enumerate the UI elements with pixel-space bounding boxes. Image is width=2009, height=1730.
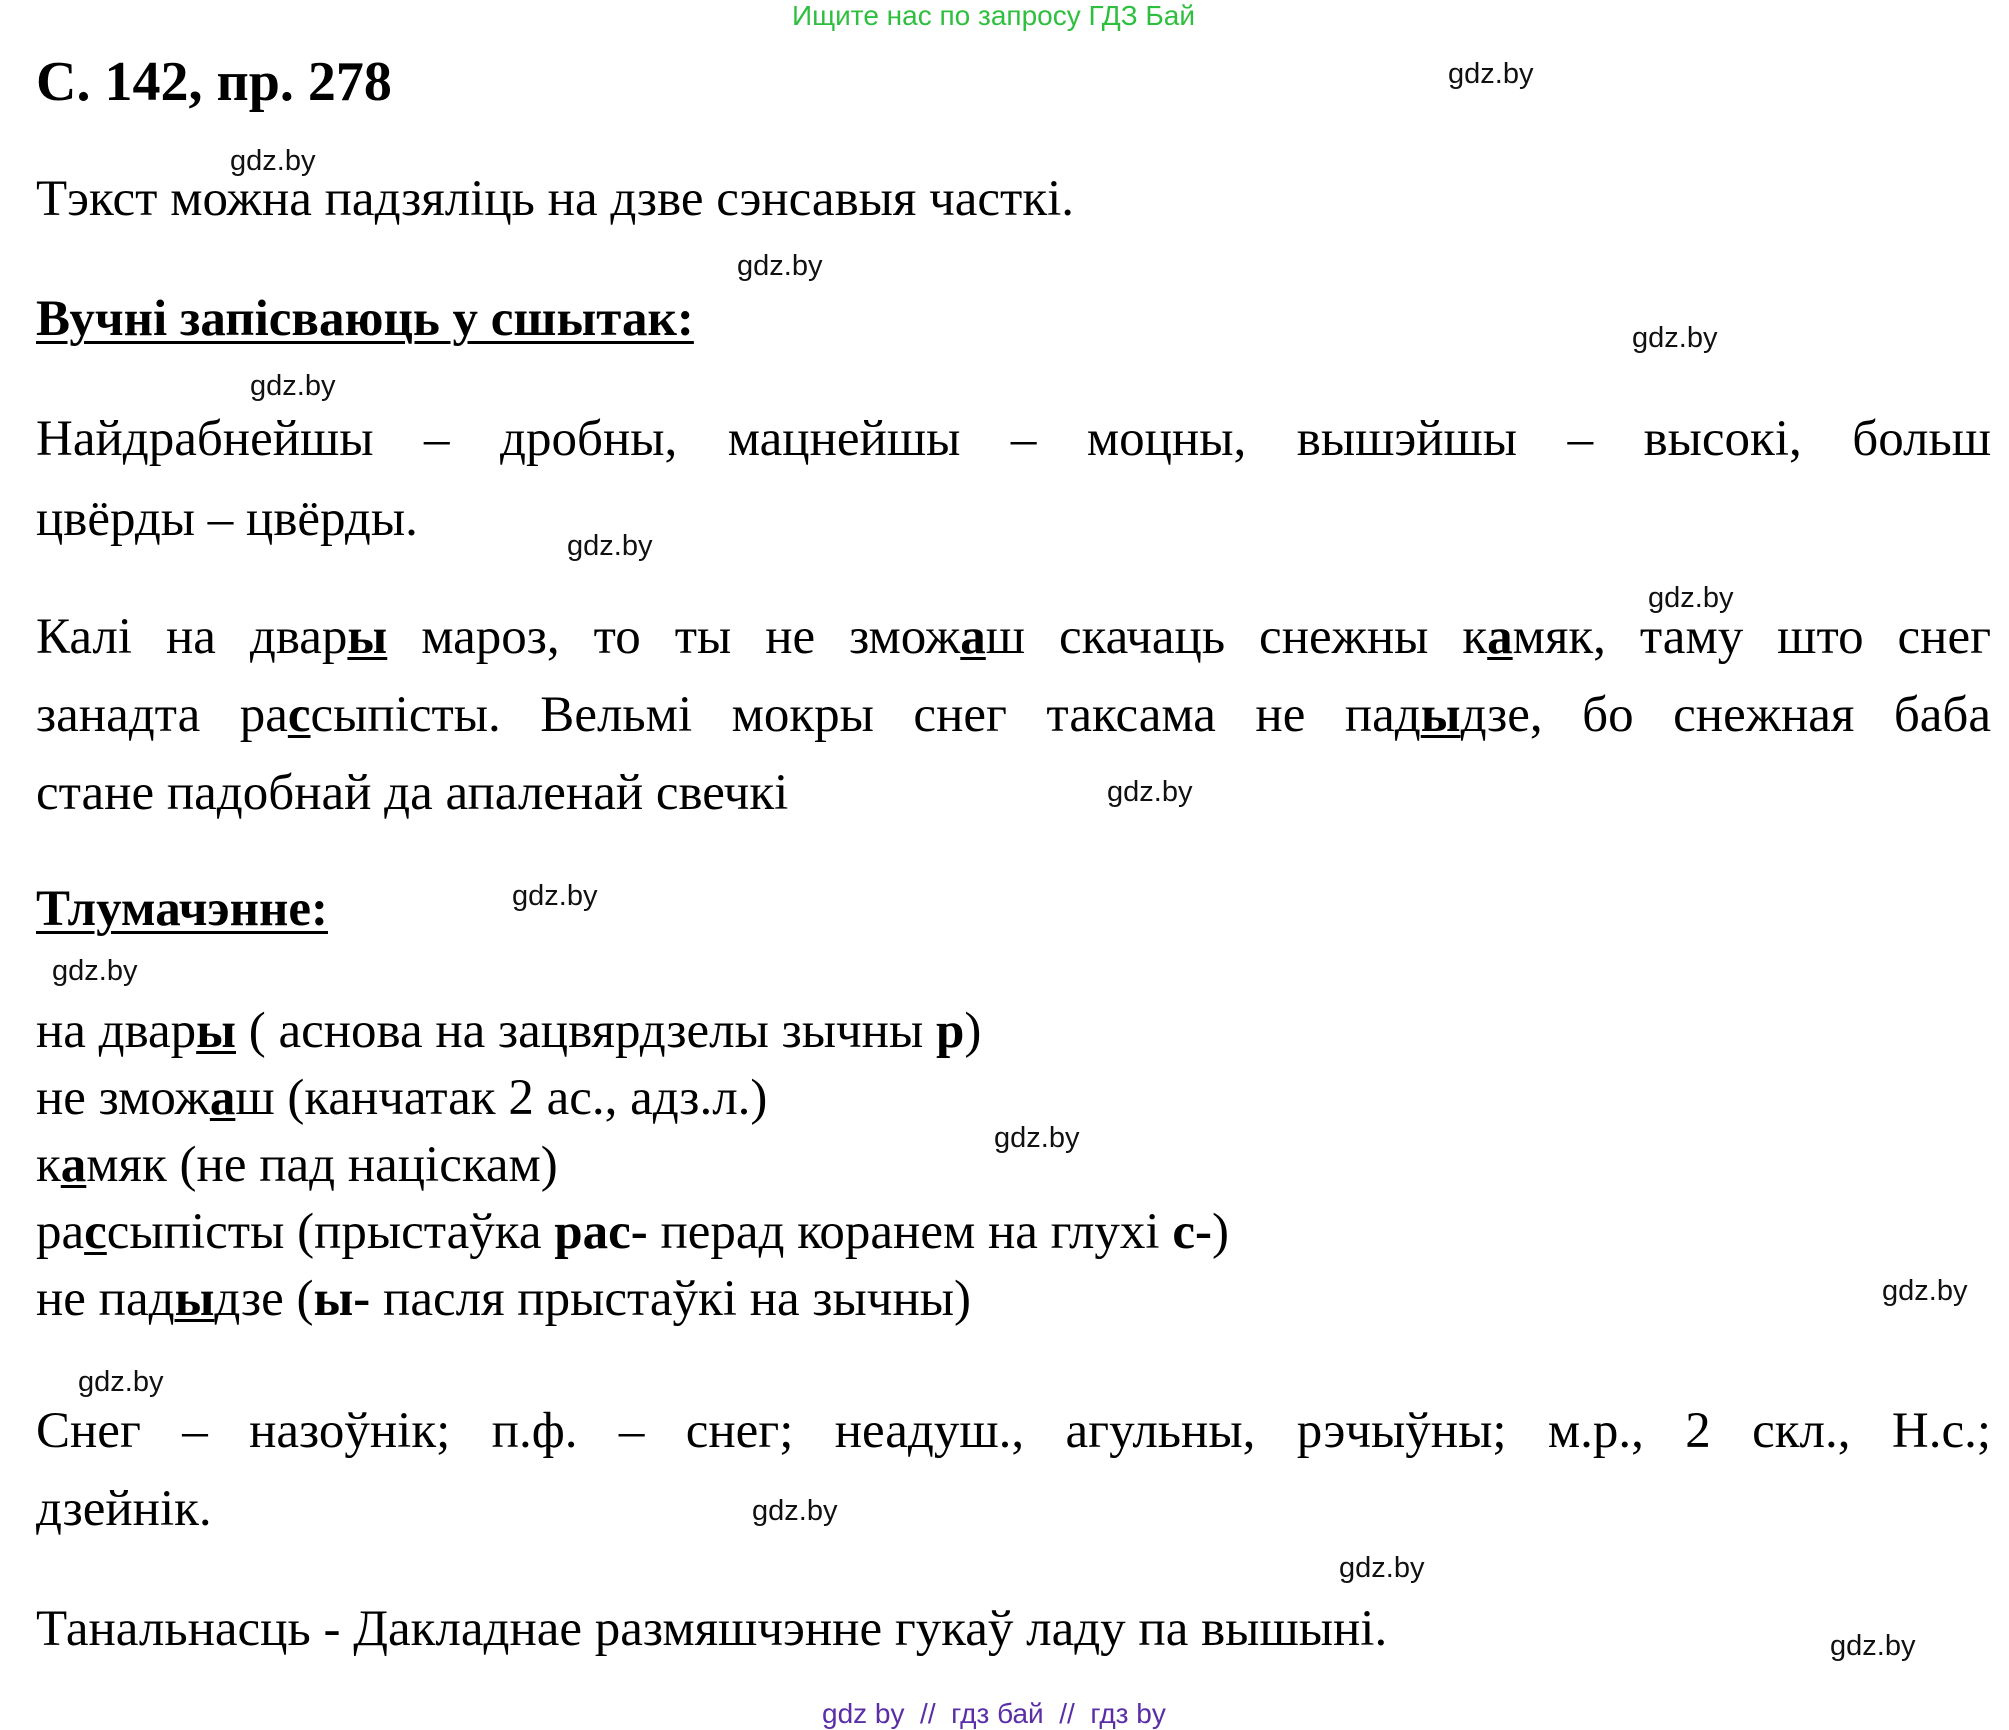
explanation-line: не зможаш (канчатак 2 ас., адз.л.) — [36, 1070, 768, 1126]
marked-letter: ы — [174, 1271, 215, 1327]
section-heading-explanation: Тлумачэнне: — [36, 881, 328, 937]
header-note: Ищите нас по запросу ГДЗ Бай — [792, 0, 1196, 31]
section-heading-notebook: Вучні запісваюць у сшытак: — [36, 291, 694, 347]
marked-letter: а — [209, 1070, 236, 1126]
word-pairs-line: Найдрабнейшы – дробны, мацнейшы – моцны, вышэйшы – высокі, больш — [36, 411, 1991, 467]
intro-sentence: Тэкст можна падзяліць на дзве сэнсавыя часткі. — [36, 171, 1075, 227]
marked-letter: ы — [347, 609, 388, 665]
watermark: gdz.by — [994, 1122, 1080, 1154]
explanation-line: рассыпісты (прыстаўка рас- перад коранем на глухі с-) — [36, 1204, 1229, 1260]
word-analysis-line: Снег – назоўнік; п.ф. – снег; неадуш., агульны, рэчыўны; м.р., 2 скл., Н.с.; — [36, 1403, 1991, 1459]
watermark: gdz.by — [1107, 776, 1193, 808]
marked-letter: с — [287, 687, 311, 743]
paragraph-line: стане падобнай да апаленай свечкі — [36, 765, 789, 821]
watermark: gdz.by — [52, 955, 138, 987]
watermark: gdz.by — [1882, 1275, 1968, 1307]
watermark: gdz.by — [1448, 58, 1534, 90]
watermark: gdz.by — [512, 880, 598, 912]
marked-letter: а — [960, 609, 986, 665]
page-title: С. 142, пр. 278 — [36, 51, 392, 113]
marked-letter: ы — [1420, 687, 1461, 743]
word-analysis-line: дзейнік. — [36, 1481, 212, 1537]
paragraph-line: Калі на двары мароз, то ты не зможаш скачаць снежны камяк, таму што снег — [36, 609, 1992, 665]
marked-letter: ы — [196, 1003, 236, 1059]
tonality-definition: Танальнасць - Дакладнае размяшчэнне гукаў ладу па вышыні. — [36, 1601, 1388, 1657]
watermark: gdz.by — [230, 145, 316, 177]
explanation-line: камяк (не пад націскам) — [36, 1137, 558, 1193]
explanation-line: на двары ( аснова на зацвярдзелы зычны р) — [36, 1003, 982, 1059]
watermark: gdz.by — [1632, 322, 1718, 354]
marked-letter: с — [84, 1204, 107, 1260]
watermark: gdz.by — [1648, 582, 1734, 614]
watermark: gdz.by — [567, 530, 653, 562]
watermark: gdz.by — [1830, 1630, 1916, 1662]
watermark: gdz.by — [250, 370, 336, 402]
watermark: gdz.by — [1339, 1552, 1425, 1584]
watermark: gdz.by — [752, 1495, 838, 1527]
explanation-line: не падыдзе (ы- пасля прыстаўкі на зычны) — [36, 1271, 971, 1327]
watermark: gdz.by — [737, 250, 823, 282]
word-pairs-line: цвёрды – цвёрды. — [36, 491, 418, 547]
marked-letter: а — [1487, 609, 1513, 665]
marked-letter: а — [60, 1137, 87, 1193]
watermark: gdz.by — [78, 1366, 164, 1398]
footer-links[interactable]: gdz by // гдз бай // гдз by — [822, 1698, 1166, 1729]
paragraph-line: занадта рассыпісты. Вельмі мокры снег таксама не падыдзе, бо снежная баба — [36, 687, 1991, 743]
